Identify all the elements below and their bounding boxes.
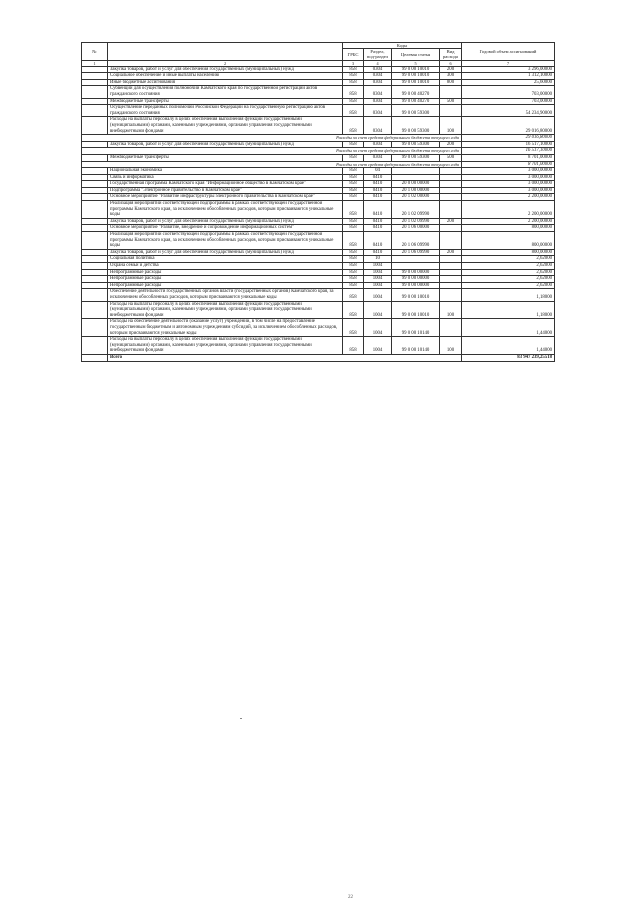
row-number-cell xyxy=(82,282,108,289)
row-number-cell xyxy=(82,154,108,161)
expense-type-cell xyxy=(440,232,462,250)
amount-cell: 8 701,00000 xyxy=(462,161,555,168)
item-name-cell: Национальная экономика xyxy=(108,168,343,175)
expense-type-cell xyxy=(440,105,462,117)
table-row xyxy=(82,181,555,188)
grbs-cell: 858 xyxy=(343,174,364,181)
source-note: Расходы за счет средств федерального бюджета текущего года xyxy=(82,161,462,168)
table-row xyxy=(82,73,555,80)
amount-cell: 2 200,00000 xyxy=(462,201,555,219)
table-row xyxy=(82,201,555,219)
expense-type-cell xyxy=(440,319,462,337)
table-row xyxy=(82,98,555,105)
grbs-cell: 858 xyxy=(343,66,364,73)
total-amount: 83 947 239,25518 xyxy=(462,354,555,361)
grbs-cell: 858 xyxy=(343,187,364,194)
table-row xyxy=(82,194,555,201)
header-expense-type: Вид расхода xyxy=(440,49,462,60)
expense-type-cell: 200 xyxy=(440,249,462,256)
item-name-cell: Закупка товаров, работ и услуг для обеспечения государственных (муниципальных) нужд xyxy=(108,141,343,148)
grbs-cell: 858 xyxy=(343,73,364,80)
expense-type-cell xyxy=(440,168,462,175)
item-name-cell: Реализация мероприятий соответствующей подпрограммы в рамках соответствующей государственной программы Камчатского края, за исключением обособленных расходов, которым присваиваются уникальные коды xyxy=(108,232,343,250)
target-article-cell: 99 0 00 59300 xyxy=(392,117,440,135)
amount-cell: 2,62000 xyxy=(462,276,555,283)
amount-cell: 800,00000 xyxy=(462,249,555,256)
razdel-cell: 0410 xyxy=(364,187,392,194)
target-article-cell: 99 0 00 10010 xyxy=(392,66,440,73)
target-article-cell: 20 0 00 00000 xyxy=(392,181,440,188)
amount-cell: 2,62000 xyxy=(462,269,555,276)
expense-type-cell xyxy=(440,225,462,232)
appropriations-table xyxy=(81,42,555,362)
row-number-cell xyxy=(82,187,108,194)
item-name-cell: Непрограммные расходы xyxy=(108,282,343,289)
table-row xyxy=(82,117,555,135)
grbs-cell: 858 xyxy=(343,141,364,148)
grbs-cell: 858 xyxy=(343,201,364,219)
amount-cell: 703,00000 xyxy=(462,98,555,105)
item-name-cell: Социальная политика xyxy=(108,256,343,263)
row-number-cell xyxy=(82,263,108,270)
item-name-cell: Связь и информатика xyxy=(108,174,343,181)
item-name-cell: Государственная программа Камчатского края "Информационное общество в Камчатском крае" xyxy=(108,181,343,188)
grbs-cell: 858 xyxy=(343,181,364,188)
item-name-cell: Закупка товаров, работ и услуг для обеспечения государственных (муниципальных) нужд xyxy=(108,66,343,73)
expense-type-cell: 500 xyxy=(440,98,462,105)
row-number-cell xyxy=(82,181,108,188)
amount-cell: 3 000,00000 xyxy=(462,174,555,181)
grbs-cell: 858 xyxy=(343,168,364,175)
amount-cell: 2,62000 xyxy=(462,263,555,270)
table-row xyxy=(82,141,555,148)
grbs-cell: 858 xyxy=(343,319,364,337)
grbs-cell: 858 xyxy=(343,218,364,225)
row-number-cell xyxy=(82,276,108,283)
grbs-cell: 858 xyxy=(343,105,364,117)
razdel-cell: 1004 xyxy=(364,276,392,283)
header-codes: Коды xyxy=(343,43,462,49)
grbs-cell: 858 xyxy=(343,289,364,301)
expense-type-cell xyxy=(440,269,462,276)
table-header xyxy=(82,43,555,67)
row-number-cell xyxy=(82,289,108,301)
expense-type-cell xyxy=(440,181,462,188)
expense-type-cell xyxy=(440,174,462,181)
table-row xyxy=(82,276,555,283)
target-article-cell: 20 1 06 00000 xyxy=(392,225,440,232)
target-article-cell: 99 0 00 40270 xyxy=(392,86,440,98)
amount-cell: 29 016,80000 xyxy=(462,117,555,135)
amount-cell: 3 000,00000 xyxy=(462,181,555,188)
amount-cell: 2,62000 xyxy=(462,282,555,289)
amount-cell: 703,00000 xyxy=(462,86,555,98)
amount-cell: 3 000,00000 xyxy=(462,187,555,194)
column-number: 4 xyxy=(364,60,392,66)
item-name-cell: Социальное обеспечение и иные выплаты населению xyxy=(108,73,343,80)
amount-cell: 2 200,00000 xyxy=(462,218,555,225)
table-row xyxy=(82,269,555,276)
table-row xyxy=(82,289,555,301)
grbs-cell: 858 xyxy=(343,256,364,263)
table-row xyxy=(82,187,555,194)
table-row xyxy=(82,168,555,175)
item-name-cell: Иные бюджетные ассигнования xyxy=(108,79,343,86)
grbs-cell: 858 xyxy=(343,225,364,232)
item-name-cell: Расходы на выплаты персоналу в целях обеспечения выполнения функций государственными (муниципальными) органами, казенными учреждениями, органами управления государственными внебюджетными фондами xyxy=(108,337,343,355)
expense-type-cell xyxy=(440,86,462,98)
target-article-cell xyxy=(392,256,440,263)
razdel-cell: 0304 xyxy=(364,98,392,105)
item-name-cell: Субвенции для осуществления полномочий Камчатского края по государственной регистрации актов гражданского состояния xyxy=(108,86,343,98)
target-article-cell: 99 0 00 40270 xyxy=(392,98,440,105)
razdel-cell: 0410 xyxy=(364,194,392,201)
target-article-cell: 99 0 00 10140 xyxy=(392,319,440,337)
razdel-cell: 0304 xyxy=(364,79,392,86)
razdel-cell: 1004 xyxy=(364,289,392,301)
amount-cell: 800,00000 xyxy=(462,225,555,232)
grbs-cell: 858 xyxy=(343,154,364,161)
target-article-cell: 99 0 00 59300 xyxy=(392,105,440,117)
row-number-cell xyxy=(82,354,108,361)
grbs-cell: 858 xyxy=(343,232,364,250)
amount-cell: 1,44000 xyxy=(462,319,555,337)
subtotal-row xyxy=(82,161,555,168)
amount-cell: 25,60000 xyxy=(462,79,555,86)
item-name-cell: Непрограммные расходы xyxy=(108,269,343,276)
row-number-cell xyxy=(82,66,108,73)
item-name-cell: Подпрограмма "Электронное правительство в Камчатском крае" xyxy=(108,187,343,194)
header-number: № xyxy=(82,43,108,61)
item-name-cell: Закупка товаров, работ и услуг для обеспечения государственных (муниципальных) нужд xyxy=(108,249,343,256)
table-row xyxy=(82,232,555,250)
target-article-cell: 20 1 06 09990 xyxy=(392,249,440,256)
expense-type-cell: 100 xyxy=(440,301,462,319)
target-article-cell: 99 0 00 00000 xyxy=(392,282,440,289)
item-name-cell: Основное мероприятие "Развитие, внедрение и сопровождение информационных систем" xyxy=(108,225,343,232)
razdel-cell: 0304 xyxy=(364,73,392,80)
page-number: 22 xyxy=(348,895,353,900)
target-article-cell: 20 1 02 09990 xyxy=(392,201,440,219)
item-name-cell: Обеспечение деятельности государственных органов власти (государственных органов) Камчатского края, за исключением обособленных расходов, которым присваиваются уникальные коды xyxy=(108,289,343,301)
row-number-cell xyxy=(82,98,108,105)
item-name-cell: Расходы на выплаты персоналу в целях обеспечения выполнения функций государственными (муниципальными) органами, казенными учреждениями, органами управления государственными внебюджетными фондами xyxy=(108,301,343,319)
item-name-cell: Расходы на выплаты персоналу в целях обеспечения выполнения функций государственными (муниципальными) органами, казенными учреждениями, органами управления государственными внебюджетными фондами xyxy=(108,117,343,135)
table-row xyxy=(82,263,555,270)
row-number-cell xyxy=(82,301,108,319)
header-annual-volume: Годовой объем ассигнований xyxy=(462,43,555,61)
row-number-cell xyxy=(82,225,108,232)
grbs-cell: 858 xyxy=(343,301,364,319)
column-number: 2 xyxy=(108,60,343,66)
target-article-cell: 20 1 02 00000 xyxy=(392,194,440,201)
column-number: 6 xyxy=(440,60,462,66)
source-note: Расходы за счет средств федерального бюджета текущего года xyxy=(82,148,462,155)
target-article-cell: 20 1 00 00000 xyxy=(392,187,440,194)
row-number-cell xyxy=(82,269,108,276)
row-number-cell xyxy=(82,319,108,337)
target-article-cell: 99 0 00 10140 xyxy=(392,337,440,355)
row-number-cell xyxy=(82,194,108,201)
source-note: Расходы за счет средств федерального бюджета текущего года xyxy=(82,135,462,142)
item-name-cell: Межбюджетные трансферты xyxy=(108,98,343,105)
razdel-cell: 0304 xyxy=(364,105,392,117)
table-row xyxy=(82,337,555,355)
row-number-cell xyxy=(82,117,108,135)
razdel-cell: 10 xyxy=(364,256,392,263)
row-number-cell xyxy=(82,86,108,98)
item-name-cell: Расходы на обеспечение деятельности (оказание услуг) учреждений, в том числе на предоставление государственным бюджетным и автономным учреждениям субсидий, за исключением обособленных расходов, которым присваиваются уникальные коды xyxy=(108,319,343,337)
row-number-cell xyxy=(82,105,108,117)
row-number-cell xyxy=(82,218,108,225)
razdel-cell: 0410 xyxy=(364,249,392,256)
razdel-cell: 1004 xyxy=(364,269,392,276)
razdel-cell: 1004 xyxy=(364,319,392,337)
table-row xyxy=(82,79,555,86)
grbs-cell: 858 xyxy=(343,194,364,201)
grbs-cell: 858 xyxy=(343,269,364,276)
row-number-cell xyxy=(82,79,108,86)
razdel-cell: 0410 xyxy=(364,174,392,181)
expense-type-cell xyxy=(440,187,462,194)
target-article-cell: 99 0 00 10010 xyxy=(392,301,440,319)
grbs-cell: 858 xyxy=(343,282,364,289)
target-article-cell: 99 0 00 00000 xyxy=(392,269,440,276)
target-article-cell: 99 0 00 10010 xyxy=(392,73,440,80)
expense-type-cell: 100 xyxy=(440,117,462,135)
header-razdel: Раздел, под-раздел xyxy=(364,49,392,60)
header-name-blank xyxy=(108,43,343,61)
expense-type-cell xyxy=(440,201,462,219)
expense-type-cell xyxy=(440,256,462,263)
razdel-cell: 0410 xyxy=(364,225,392,232)
target-article-cell: 99 0 00 10010 xyxy=(392,289,440,301)
row-number-cell xyxy=(82,73,108,80)
table-row xyxy=(82,249,555,256)
grbs-cell: 858 xyxy=(343,98,364,105)
target-article-cell xyxy=(392,263,440,270)
razdel-cell: 04 xyxy=(364,168,392,175)
amount-cell: 3 000,00000 xyxy=(462,168,555,175)
razdel-cell: 1004 xyxy=(364,263,392,270)
item-name-cell: Основное мероприятие "Развитие инфраструктуры электронного правительства в Камчатском крае" xyxy=(108,194,343,201)
amount-cell: 16 517,10000 xyxy=(462,141,555,148)
razdel-cell: 0304 xyxy=(364,154,392,161)
razdel-cell: 0304 xyxy=(364,86,392,98)
amount-cell: 54 234,90000 xyxy=(462,105,555,117)
amount-cell: 16 517,10000 xyxy=(462,148,555,155)
subtotal-row xyxy=(82,148,555,155)
amount-cell: 29 016,80000 xyxy=(462,135,555,142)
row-number-cell xyxy=(82,232,108,250)
razdel-cell: 0410 xyxy=(364,232,392,250)
expense-type-cell xyxy=(440,289,462,301)
expense-type-cell: 200 xyxy=(440,66,462,73)
row-number-cell xyxy=(82,141,108,148)
razdel-cell: 0410 xyxy=(364,201,392,219)
expense-type-cell: 800 xyxy=(440,79,462,86)
expense-type-cell: 100 xyxy=(440,337,462,355)
row-number-cell xyxy=(82,337,108,355)
column-number: 7 xyxy=(462,60,555,66)
razdel-cell: 0304 xyxy=(364,117,392,135)
item-name-cell: Межбюджетные трансферты xyxy=(108,154,343,161)
target-article-cell: 20 1 02 09990 xyxy=(392,218,440,225)
target-article-cell: 99 0 00 00000 xyxy=(392,276,440,283)
expense-type-cell xyxy=(440,282,462,289)
target-article-cell: 99 0 00 59300 xyxy=(392,141,440,148)
column-number: 5 xyxy=(392,60,440,66)
grbs-cell: 858 xyxy=(343,79,364,86)
item-name-cell: Реализация мероприятий соответствующей подпрограммы в рамках соответствующей государственной программы Камчатского края, за исключением обособленных расходов, которым присваиваются уникальные коды xyxy=(108,201,343,219)
expense-type-cell xyxy=(440,276,462,283)
expense-type-cell: 300 xyxy=(440,73,462,80)
amount-cell: 1,44000 xyxy=(462,337,555,355)
razdel-cell: 1004 xyxy=(364,282,392,289)
razdel-cell: 0304 xyxy=(364,141,392,148)
expense-type-cell xyxy=(440,263,462,270)
header-target-article: Целевая статья xyxy=(392,49,440,60)
item-name-cell: Закупка товаров, работ и услуг для обеспечения государственных (муниципальных) нужд xyxy=(108,218,343,225)
table-row xyxy=(82,154,555,161)
grbs-cell: 858 xyxy=(343,337,364,355)
grbs-cell: 858 xyxy=(343,86,364,98)
expense-type-cell: 200 xyxy=(440,218,462,225)
total-label: Всего xyxy=(108,354,462,361)
row-number-cell xyxy=(82,201,108,219)
razdel-cell: 1004 xyxy=(364,301,392,319)
razdel-cell: 0410 xyxy=(364,218,392,225)
table-row xyxy=(82,256,555,263)
target-article-cell: 20 1 06 09990 xyxy=(392,232,440,250)
scan-mark xyxy=(240,718,242,719)
total-row xyxy=(82,354,555,361)
item-name-cell: Осуществление переданных полномочий Российской Федерации на государственную регистрацию актов гражданского состояния xyxy=(108,105,343,117)
grbs-cell: 858 xyxy=(343,117,364,135)
table-row xyxy=(82,225,555,232)
expense-type-cell: 200 xyxy=(440,141,462,148)
table-row xyxy=(82,319,555,337)
row-number-cell xyxy=(82,249,108,256)
table-row xyxy=(82,66,555,73)
table-row xyxy=(82,174,555,181)
amount-cell: 800,00000 xyxy=(462,232,555,250)
column-number: 3 xyxy=(343,60,364,66)
column-number: 1 xyxy=(82,60,108,66)
table-row xyxy=(82,105,555,117)
item-name-cell: Охрана семьи и детства xyxy=(108,263,343,270)
expense-type-cell xyxy=(440,194,462,201)
amount-cell: 2,62000 xyxy=(462,256,555,263)
table-row xyxy=(82,218,555,225)
target-article-cell: 99 0 00 59300 xyxy=(392,154,440,161)
expense-type-cell: 500 xyxy=(440,154,462,161)
table-row xyxy=(82,86,555,98)
razdel-cell: 0304 xyxy=(364,66,392,73)
item-name-cell: Непрограммные расходы xyxy=(108,276,343,283)
target-article-cell xyxy=(392,168,440,175)
header-grbs: ГРБС xyxy=(343,49,364,60)
amount-cell: 2 200,00000 xyxy=(462,194,555,201)
amount-cell: 1,18000 xyxy=(462,289,555,301)
row-number-cell xyxy=(82,256,108,263)
row-number-cell xyxy=(82,168,108,175)
table-body xyxy=(82,66,555,361)
razdel-cell: 1004 xyxy=(364,337,392,355)
row-number-cell xyxy=(82,174,108,181)
subtotal-row xyxy=(82,135,555,142)
grbs-cell: 858 xyxy=(343,249,364,256)
amount-cell: 8 701,00000 xyxy=(462,154,555,161)
grbs-cell: 858 xyxy=(343,263,364,270)
table-row xyxy=(82,282,555,289)
razdel-cell: 0410 xyxy=(364,181,392,188)
grbs-cell: 858 xyxy=(343,276,364,283)
amount-cell: 1,18000 xyxy=(462,301,555,319)
target-article-cell: 99 0 00 10010 xyxy=(392,79,440,86)
table-row xyxy=(82,301,555,319)
target-article-cell xyxy=(392,174,440,181)
amount-cell: 3 296,00000 xyxy=(462,66,555,73)
amount-cell: 1 312,10000 xyxy=(462,73,555,80)
